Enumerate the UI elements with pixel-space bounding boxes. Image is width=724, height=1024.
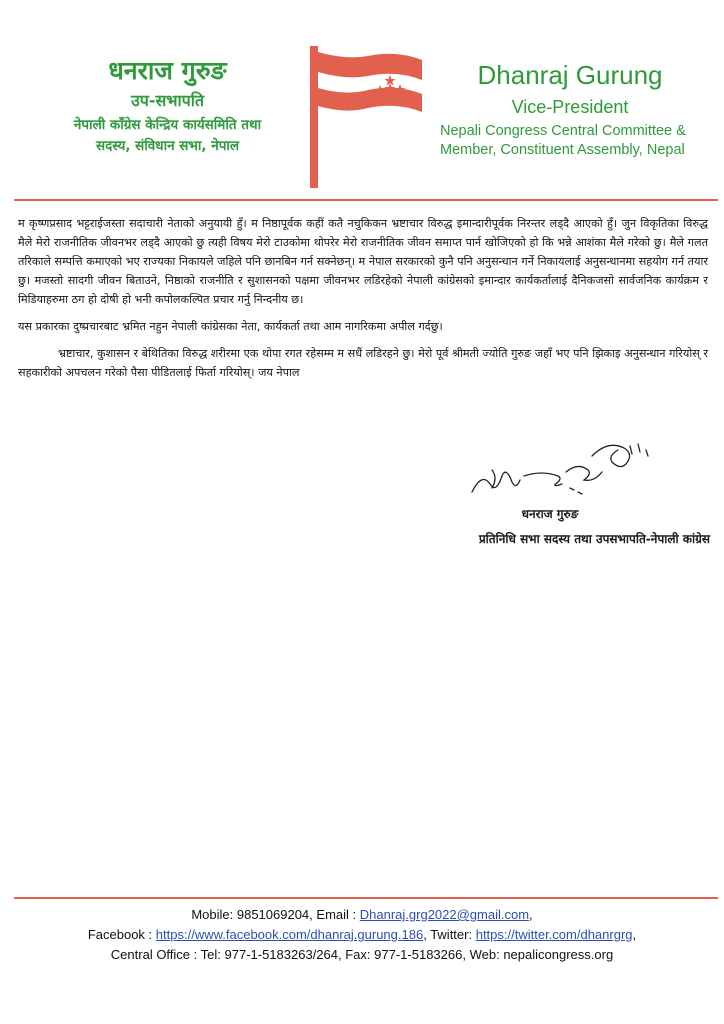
- fax-label: Fax:: [345, 947, 371, 962]
- web-label: Web:: [469, 947, 500, 962]
- letterhead-english: [430, 58, 710, 160]
- body-paragraph-3: भ्रष्टाचार, कुशासन र बेथितिका विरुद्ध शरीरमा एक थोपा रगत रहेसम्म म सधैं लडिरहने छु। मेरो पूर्व श्रीमती ज्योति गुरुङ जहाँ भए पनि झिकाइ अनुसन्धान गरियोस् र सहकारीको अपचलन गरेको पैसा पीडितलाई फिर्ता गरियोस्। जय नेपाल: [18, 347, 708, 379]
- twitter-link[interactable]: https://twitter.com/dhanrgrg: [475, 927, 633, 942]
- org-nepali-line2: सदस्य, संविधान सभा, नेपाल: [95, 138, 240, 154]
- title-nepali: उप-सभापति: [130, 91, 205, 110]
- office-fax: 977-1-5183266: [374, 947, 463, 962]
- office-tel: 977-1-5183263/264: [224, 947, 338, 962]
- letter-body: [18, 214, 708, 390]
- name-english: Dhanraj Gurung: [477, 60, 663, 90]
- title-english: Vice-President: [511, 97, 629, 117]
- org-english-line1: Nepali Congress Central Committee &: [440, 123, 686, 139]
- header-divider: [14, 199, 718, 201]
- signatory-name: धनराज गुरुङ: [521, 507, 579, 521]
- body-paragraph-2: यस प्रकारका दुष्प्रचारबाट भ्रमित नहुन नेपाली कांग्रेसका नेता, कार्यकर्ता तथा आम नागरिकमा अपील गर्दछु।: [18, 320, 443, 333]
- footer: [0, 905, 724, 965]
- web-link[interactable]: nepalicongress.org: [503, 947, 614, 962]
- name-nepali: धनराज गुरुङ: [108, 56, 227, 85]
- email-link[interactable]: Dhanraj.grg2022@gmail.com: [359, 907, 530, 922]
- party-flag-icon: [306, 46, 426, 188]
- facebook-label: Facebook :: [87, 927, 153, 942]
- footer-divider: [14, 897, 718, 899]
- footer-contact-line: Mobile: 9851069204, Email : Dhanraj.grg2022@gmail.com,: [191, 907, 533, 922]
- office-label: Central Office : Tel:: [110, 947, 221, 962]
- footer-office-line: Central Office : Tel: 977-1-5183263/264, Fax: 977-1-5183266, Web: nepalicongress.org: [110, 947, 614, 962]
- mobile-number: 9851069204: [236, 907, 310, 922]
- org-nepali-line1: नेपाली काँग्रेस केन्द्रिय कार्यसमिति तथा: [73, 117, 262, 133]
- footer-social-line: Facebook : https://www.facebook.com/dhanraj.gurung.186, Twitter: https://twitter.com/dhanrgrg,: [87, 927, 637, 942]
- org-english-line2: Member, Constituent Assembly, Nepal: [440, 142, 685, 158]
- facebook-link[interactable]: https://www.facebook.com/dhanraj.gurung.186: [155, 927, 424, 942]
- handwritten-signature: [462, 432, 662, 502]
- letterhead-nepali: [30, 55, 305, 157]
- twitter-label: Twitter:: [430, 927, 473, 942]
- signatory-title: प्रतिनिधि सभा सदस्य तथा उपसभापति-नेपाली कांग्रेस: [478, 532, 710, 546]
- body-paragraph-1: म कृष्णप्रसाद भट्टराईजस्ता सदाचारी नेताको अनुयायी हुँ। म निष्ठापूर्वक कहीं कतै नचुकिकन भ्रष्टाचार विरुद्ध इमान्दारीपूर्वक निरन्तर लड्दै आएको हुँ। जुन विकृतिका विरुद्ध मैले मेरो राजनीतिक जीवनभर लड्दै आएको छु त्यही विषय मेरो टाउकोमा थोपरेर मेरो राजनीतिक जीवन समाप्त पार्न खोजिएको हो कि भन्ने आशंका मैले गरेको छु। मैले गलत तरिकाले सम्पत्ति कमाएको भए राज्यका निकायले जहिले पनि छानबिन गर्न सक्नेछन्। म नेपाल सरकारको कुनै पनि अनुसन्धान गर्ने निकायलाई अनुसन्धानमा सहयोग गर्न तयार छु। मजस्तो सादगी जीवन बिताउने, निष्ठाको राजनीति र सुशासनको पक्षमा जीवनभर लडिरहेको नेपाली कांग्रेसको इमान्दार कार्यकर्तालाई दैनिकजसो सार्वजनिक कार्यक्रम र मिडियाहरुमा ठग हो दोषी हो भनी कपोलकल्पित प्रचार गर्नु निन्दनीय छ।: [18, 217, 708, 306]
- email-label: Email :: [316, 907, 357, 922]
- mobile-label: Mobile:: [191, 907, 234, 922]
